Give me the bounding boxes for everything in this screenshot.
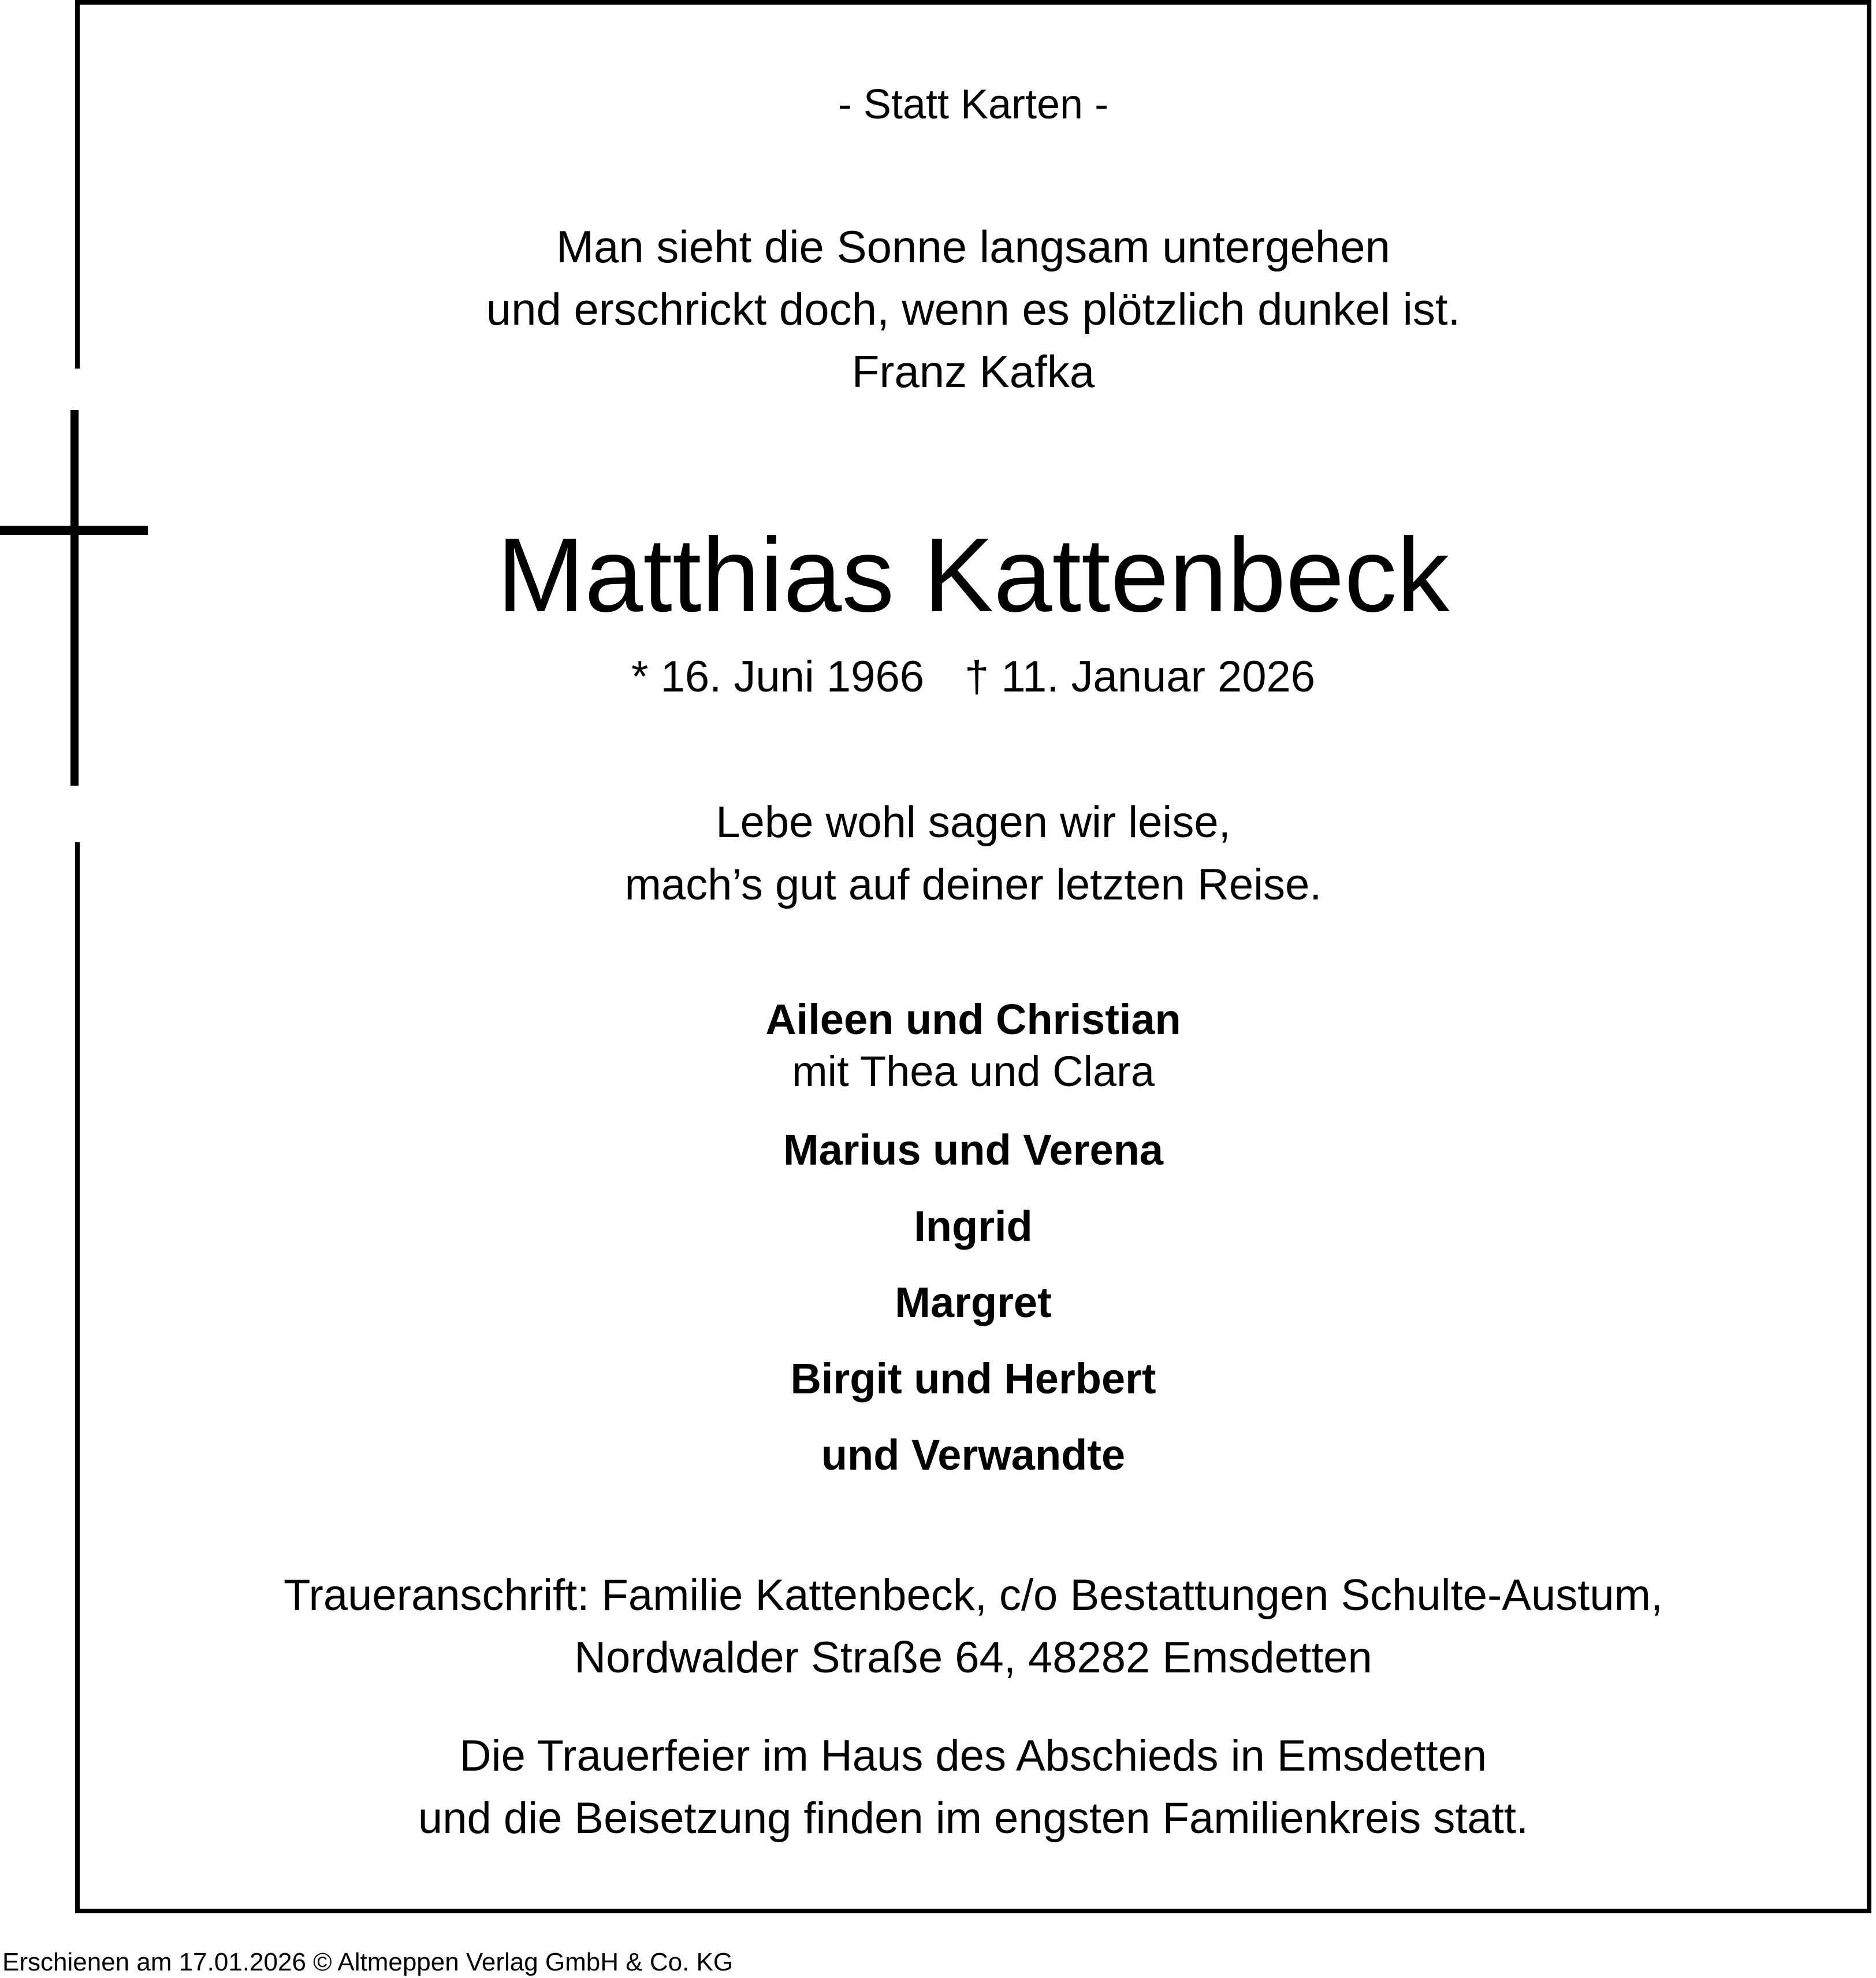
frame-border-top bbox=[75, 0, 1871, 5]
frame-border-left-lower bbox=[75, 842, 80, 1913]
verse-line-2: mach’s gut auf deiner letzten Reise. bbox=[624, 860, 1322, 909]
family-member: Margret bbox=[895, 1278, 1052, 1326]
family-member: Aileen und Christian bbox=[765, 995, 1181, 1043]
ceremony-line-1: Die Trauerfeier im Haus des Abschieds in Emsdetten bbox=[459, 1731, 1487, 1780]
death-date: † 11. Januar 2026 bbox=[964, 652, 1316, 701]
frame-border-bottom bbox=[75, 1909, 1871, 1913]
family-member: und Verwandte bbox=[821, 1431, 1126, 1479]
mourning-address-line-1: Traueranschrift: Familie Kattenbeck, c/o Bestattungen Schulte-Austum, bbox=[283, 1571, 1663, 1620]
frame-border-left-upper bbox=[75, 0, 80, 369]
deceased-name: Matthias Kattenbeck bbox=[497, 516, 1450, 634]
family-member: Marius und Verena bbox=[783, 1126, 1163, 1174]
quote-author: Franz Kafka bbox=[851, 346, 1095, 397]
life-dates bbox=[80, 652, 1867, 702]
family-member: Ingrid bbox=[914, 1202, 1033, 1250]
ceremony-line-2: und die Beisetzung finden im engsten Familienkreis statt. bbox=[418, 1794, 1529, 1843]
quote-line-1: Man sieht die Sonne langsam untergehen bbox=[556, 221, 1390, 272]
statt-karten-note: - Statt Karten - bbox=[838, 81, 1109, 128]
verse-line-1: Lebe wohl sagen wir leise, bbox=[716, 798, 1231, 847]
mourning-address-line-2: Nordwalder Straße 64, 48282 Emsdetten bbox=[574, 1633, 1372, 1682]
frame-border-right bbox=[1867, 0, 1871, 1913]
birth-date: * 16. Juni 1966 bbox=[631, 652, 924, 701]
publication-footer: Erschienen am 17.01.2026 © Altmeppen Verlag GmbH & Co. KG bbox=[2, 1948, 734, 1976]
quote-line-2: und erschrickt doch, wenn es plötzlich dunkel ist. bbox=[486, 284, 1461, 334]
family-member-sub: mit Thea und Clara bbox=[792, 1047, 1155, 1095]
family-member: Birgit und Herbert bbox=[790, 1355, 1156, 1403]
